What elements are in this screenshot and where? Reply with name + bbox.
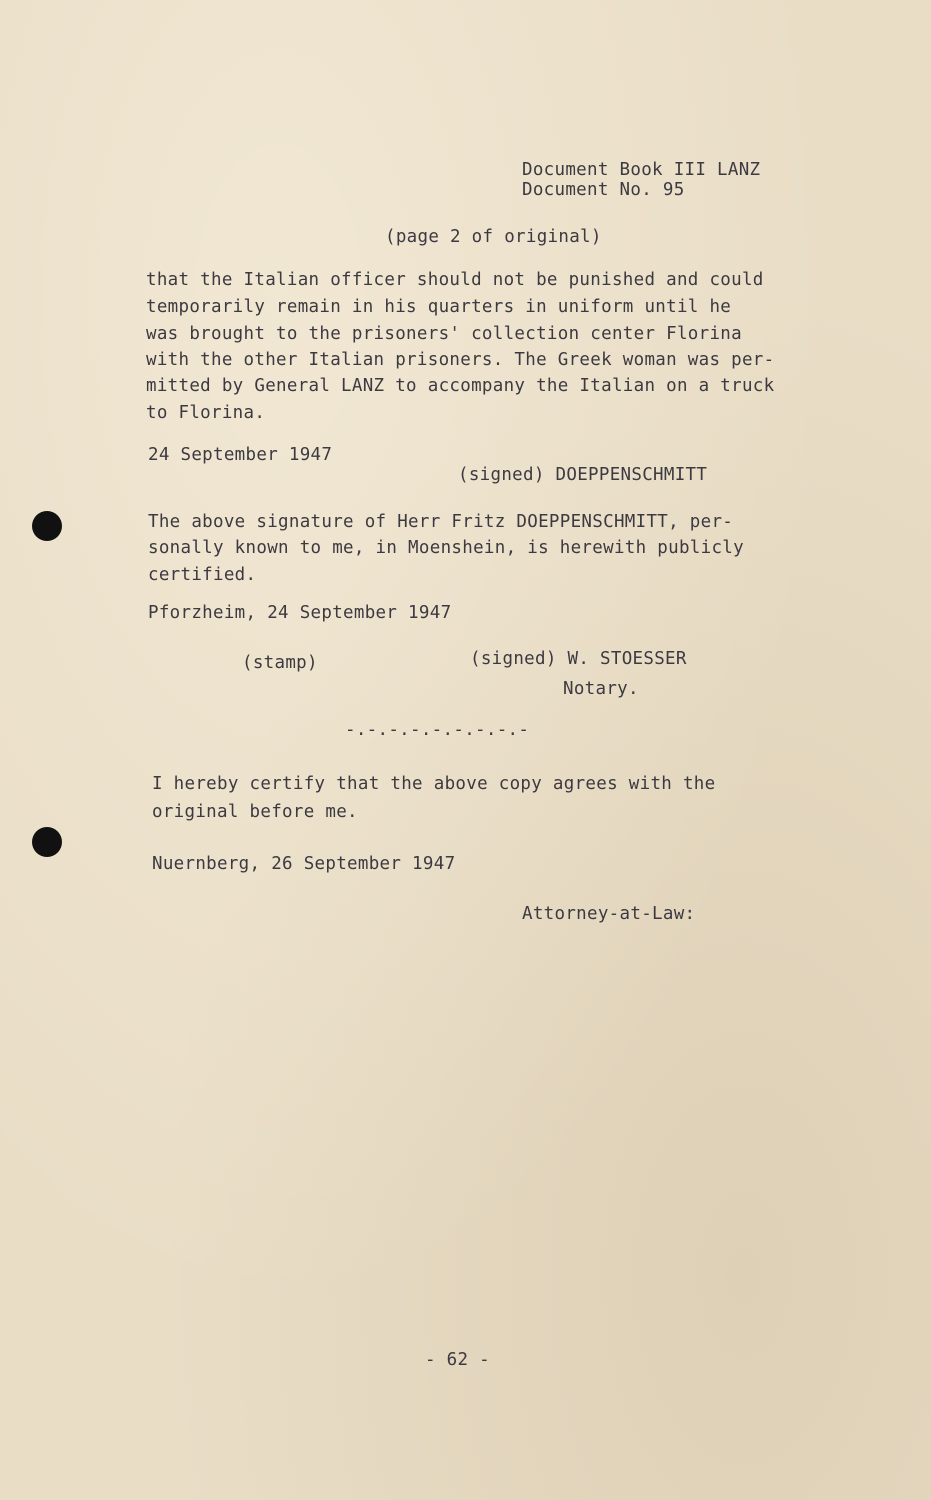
paragraph-line: mitted by General LANZ to accompany the Italian on a truck bbox=[146, 376, 775, 396]
notary-title: Notary. bbox=[563, 679, 639, 699]
paragraph-line: temporarily remain in his quarters in uniform until he bbox=[146, 297, 732, 317]
date-1: 24 September 1947 bbox=[148, 445, 333, 465]
certification-line: sonally known to me, in Moenshein, is herewith publicly bbox=[148, 538, 744, 558]
punch-hole-top bbox=[32, 511, 62, 541]
signature-doeppenschmitt: (signed) DOEPPENSCHMITT bbox=[458, 465, 708, 485]
attorney-signature-line: Attorney-at-Law: bbox=[522, 904, 696, 924]
copy-certification-line: I hereby certify that the above copy agrees with the bbox=[152, 774, 716, 794]
page-number: - 62 - bbox=[425, 1350, 491, 1370]
paragraph-line: with the other Italian prisoners. The Greek woman was per- bbox=[146, 350, 775, 370]
header-document-number: Document No. 95 bbox=[522, 180, 685, 200]
certification-line: The above signature of Herr Fritz DOEPPENSCHMITT, per- bbox=[148, 512, 734, 532]
date-3: Nuernberg, 26 September 1947 bbox=[152, 854, 456, 874]
certification-line: certified. bbox=[148, 565, 257, 585]
separator: -.-.-.-.-.-.-.-.- bbox=[345, 720, 530, 740]
header-book-line: Document Book III LANZ bbox=[522, 160, 761, 180]
date-2: Pforzheim, 24 September 1947 bbox=[148, 603, 452, 623]
copy-certification-line: original before me. bbox=[152, 802, 358, 822]
stamp-note: (stamp) bbox=[242, 653, 318, 673]
signature-stoesser: (signed) W. STOESSER bbox=[470, 649, 687, 669]
punch-hole-bottom bbox=[32, 827, 62, 857]
page-note: (page 2 of original) bbox=[385, 227, 602, 247]
paragraph-line: that the Italian officer should not be punished and could bbox=[146, 270, 764, 290]
paragraph-line: to Florina. bbox=[146, 403, 266, 423]
paragraph-line: was brought to the prisoners' collection center Florina bbox=[146, 324, 742, 344]
